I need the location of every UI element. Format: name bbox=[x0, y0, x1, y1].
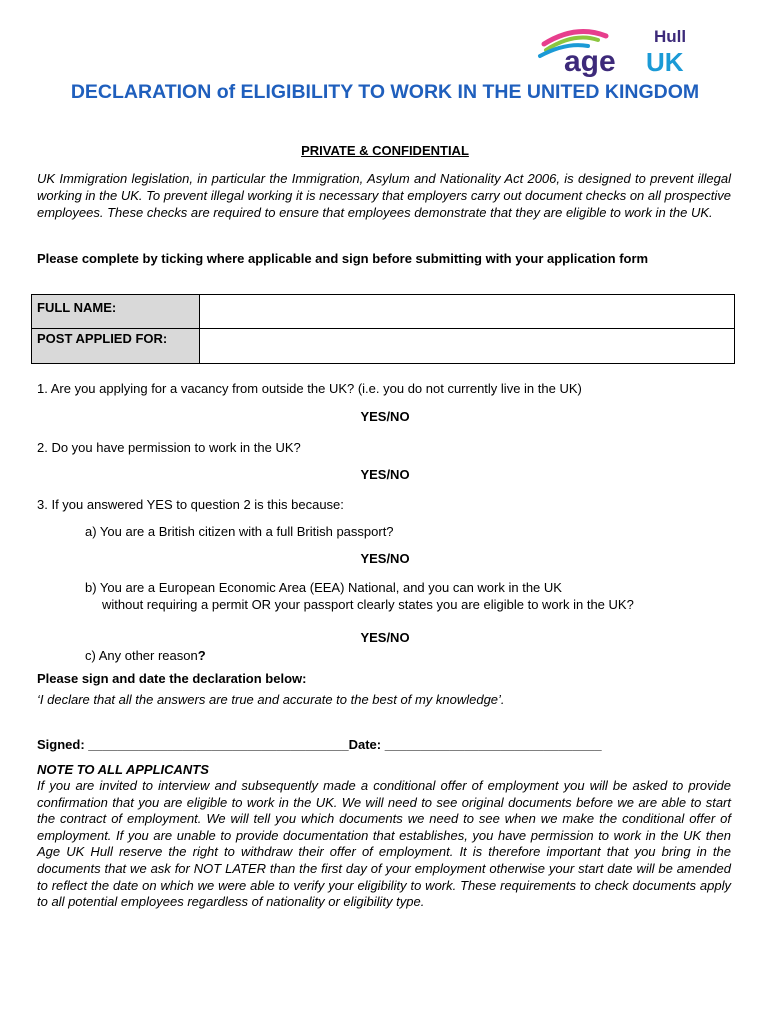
applicant-info-table bbox=[31, 294, 735, 364]
declaration-heading: Please sign and date the declaration below: bbox=[37, 671, 307, 686]
post-applied-field[interactable] bbox=[200, 329, 735, 364]
full-name-field[interactable] bbox=[200, 295, 735, 329]
page-title: DECLARATION of ELIGIBILITY TO WORK IN THE UNITED KINGDOM bbox=[70, 81, 700, 103]
declaration-statement: ‘I declare that all the answers are true and accurate to the best of my knowledge’. bbox=[37, 692, 505, 707]
date-field[interactable]: ______________________________ bbox=[384, 737, 602, 752]
option-b-line2: without requiring a permit OR your passport clearly states you are eligible to work in the UK? bbox=[102, 597, 634, 612]
logo-age-text: age bbox=[564, 45, 616, 78]
age-uk-logo-icon bbox=[536, 22, 706, 78]
confidential-subtitle: PRIVATE & CONFIDENTIAL bbox=[301, 143, 469, 158]
signed-label: Signed: bbox=[37, 737, 85, 752]
option-c-label: c) Any other reason bbox=[85, 648, 198, 663]
instruction-text: Please complete by ticking where applicable and sign before submitting with your application form bbox=[37, 251, 649, 266]
yes-no-q2[interactable]: YES/NO bbox=[360, 467, 410, 482]
question-2: 2. Do you have permission to work in the UK? bbox=[37, 440, 301, 455]
yes-no-a[interactable]: YES/NO bbox=[360, 551, 410, 566]
option-b bbox=[85, 579, 725, 613]
question-1: 1. Are you applying for a vacancy from outside the UK? (i.e. you do not currently live in the UK) bbox=[37, 381, 582, 396]
yes-no-b[interactable]: YES/NO bbox=[360, 630, 410, 645]
logo-uk-text: UK bbox=[646, 47, 684, 77]
full-name-label: FULL NAME: bbox=[32, 295, 200, 329]
option-c-mark: ? bbox=[197, 648, 206, 663]
option-c bbox=[85, 647, 725, 664]
table-row bbox=[32, 329, 735, 364]
yes-no-q1[interactable]: YES/NO bbox=[360, 409, 410, 424]
intro-paragraph: UK Immigration legislation, in particular the Immigration, Asylum and Nationality Act 2006, is designed to prevent illegal working in the UK. To prevent illegal working it is necessary that employers carry out document checks on all prospective employees. These checks are required to ensure that employees demonstrate that they are eligible to work in the UK. bbox=[37, 171, 731, 220]
logo-hull-text: Hull bbox=[654, 27, 687, 46]
question-3: 3. If you answered YES to question 2 is this because: bbox=[37, 497, 344, 512]
signature-row bbox=[37, 737, 737, 752]
option-a: a) You are a British citizen with a full British passport? bbox=[85, 524, 394, 539]
post-applied-label: POST APPLIED FOR: bbox=[32, 329, 200, 364]
age-uk-hull-logo bbox=[536, 22, 706, 78]
signature-field[interactable]: ____________________________________ bbox=[88, 737, 349, 752]
table-row bbox=[32, 295, 735, 329]
note-heading: NOTE TO ALL APPLICANTS bbox=[37, 762, 209, 777]
note-paragraph: If you are invited to interview and subsequently made a conditional offer of employment you will be asked to provide confirmation that you are eligible to work in the UK. We will need to see original documents before we are able to start the contract of employment. We will tell you which documents we need to see when we make the conditional offer of employment. If you are unable to provide documentation that establishes, you have permission to work in the UK then Age UK Hull reserve the right to withdraw their offer of employment. It is therefore important that you bring in the documents that we ask for NOT LATER than the first day of your employment otherwise your start date will be amended to reflect the date on which we were able to verify your eligibility to work. These requirements to check documents apply to all potential employees regardless of nationality or eligibility type. bbox=[37, 778, 731, 910]
date-label: Date: bbox=[348, 737, 382, 752]
option-b-line1: b) You are a European Economic Area (EEA) National, and you can work in the UK bbox=[85, 580, 562, 595]
